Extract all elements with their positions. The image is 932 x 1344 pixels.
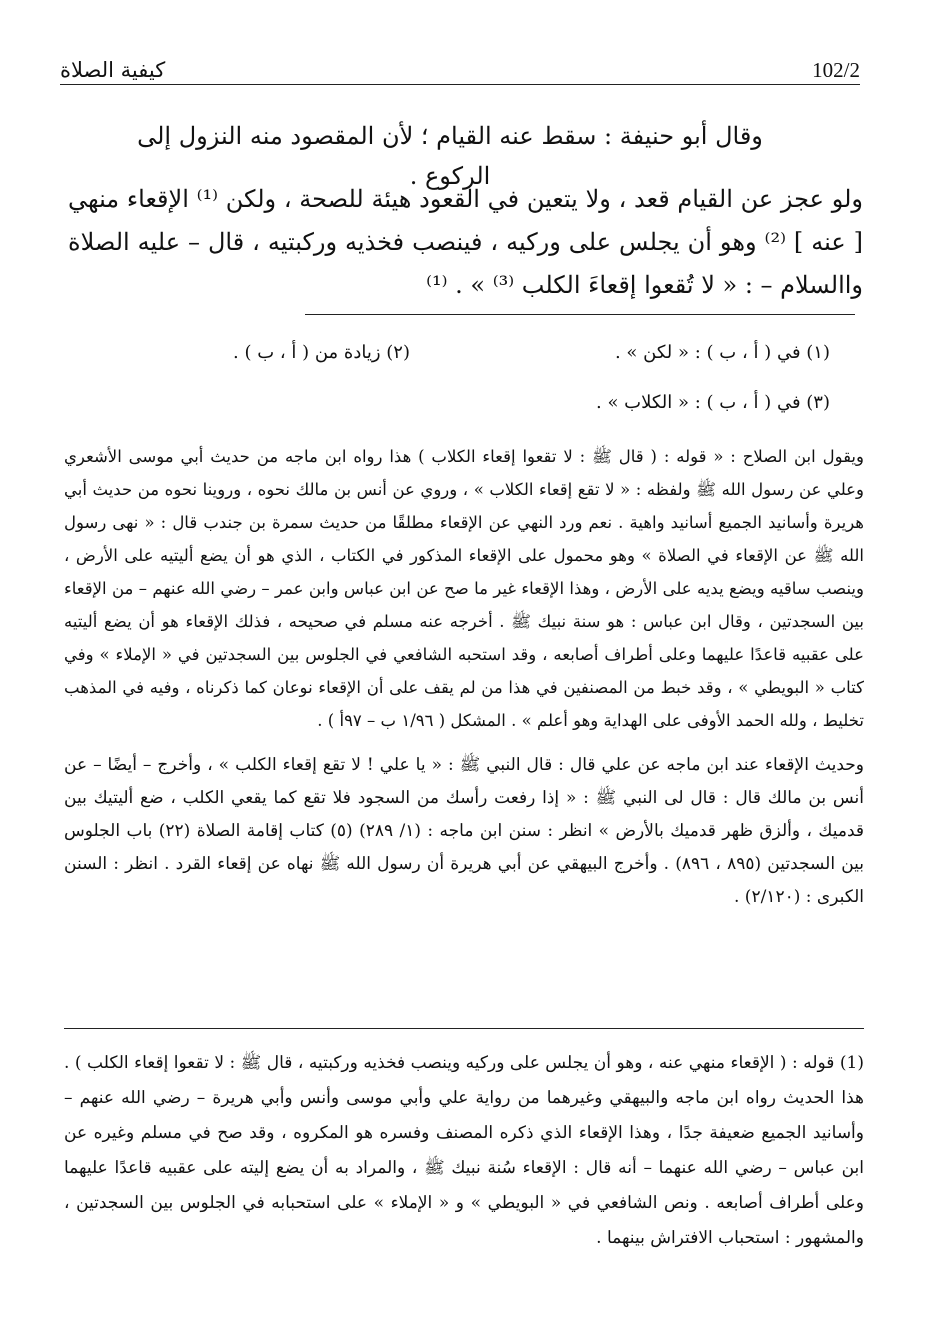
footnote-text: (1) قوله : ( الإقعاء منهي عنه ، وهو أن يجلس على وركيه وينصب فخذيه وركبتيه ، قال ﷺ : لا تقعوا إقعاء الكلب ) . هذا الحديث رواه ابن ماجه والبيهقي وغيرهما من رواية علي وأبي موسى وأنس وأبي هريرة – رضي الله عنهم – وأسانيد الجميع ضعيفة جدًا ، وهذا الإقعاء الذي ذكره المصنف وفسره هو المكروه ، وقد صح في مسلم وغيره عن ابن عباس – رضي الله عنهما – أنه قال : الإقعاء سُنة نبيك ﷺ ، والمراد به أن يضع إليته على عقبيه قاعدًا عليهما وعلى أطراف أصابعه . ونص الشافعي في « البويطي » و « الإملاء » على استحبابه في الجلوس بين السجدتين ، والمشهور : استحباب الافتراش بينهما .	[64, 1053, 864, 1248]
page-number: 102/2	[812, 58, 860, 82]
commentary-paragraph-1: ويقول ابن الصلاح : « قوله : ( قال ﷺ : لا تقعوا إقعاء الكلاب ) هذا رواه ابن ماجه من حديث أبي موسى الأشعري وعلي عن رسول الله ﷺ ولفظه : « لا تقع إقعاء الكلاب » ، وروي عن أنس بن مالك نحوه ، وروينا نحوه من حديث أبي هريرة وأسانيد الجميع أسانيد واهية . نعم ورد النهي عن الإقعاء مطلقًا من حديث سمرة بن جندب قال : « نهى رسول الله ﷺ عن الإقعاء في الصلاة » وهو محمول على الإقعاء المذكور في الكتاب ، الذي هو أن يضع أليتيه على الأرض ، وينصب ساقيه ويضع يديه على الأرض ، وهذا الإقعاء غير ما صح عن ابن عباس وابن عمر – رضي الله عنهم – من الإقعاء بين السجدتين ، وقال ابن عباس : هو سنة نبيك ﷺ . أخرجه عنه مسلم في صحيحه ، فذلك الإقعاء هو أن يضع أليتيه على عقبيه قاعدًا عليهما وعلى أطراف أصابعه ، وقد استحبه الشافعي في الجلوس بين السجدتين في « الإملاء » وفي كتاب « البويطي » ، وقد خبط من المصنفين في هذا من لم يقف على أن الإقعاء نوعان كما ذكرناه ، وفيه في المذهب تخليط ، ولله الحمد الأوفى على الهداية وهو أعلم » . المشكل ( ١/٩٦ ب – ٩٧أ ) .	[64, 447, 864, 730]
main-text-paragraph-2: ولو عجز عن القيام قعد ، ولا يتعين في القعود هيئة للصحة ، ولكن ⁽¹⁾ الإقعاء منهي [ عنه ] ⁽²⁾ وهو أن يجلس على وركيه ، فينصب فخذيه وركبتيه ، قال – عليه الصلاة واالسلام – : « لا تُقعوا إقعاءَ الكلب ⁽³⁾ » . ⁽¹⁾	[68, 185, 864, 299]
variant-note-2: (٢) زيادة من ( أ ، ب ) .	[233, 342, 410, 363]
variant-note-1: (١) في ( أ ، ب ) : « لكن » .	[614, 342, 830, 363]
textual-variants	[130, 340, 830, 430]
main-text-paragraph-1: وقال أبو حنيفة : سقط عنه القيام ؛ لأن المقصود منه النزول إلى الركوع .	[137, 122, 763, 190]
main-text-rule	[305, 314, 855, 315]
footnote-rule	[64, 1028, 864, 1029]
running-title: كيفية الصلاة	[60, 58, 166, 82]
commentary	[64, 440, 864, 914]
footnote	[64, 1046, 864, 1256]
variant-note-3: (٣) في ( أ ، ب ) : « الكلاب » .	[596, 392, 830, 413]
header-rule	[60, 84, 860, 85]
commentary-paragraph-2: وحديث الإقعاء عند ابن ماجه عن علي قال : قال النبي ﷺ : « يا علي ! لا تقع إقعاء الكلب » ، وأخرج – أيضًا – عن أنس بن مالك قال : قال لى النبي ﷺ : « إذا رفعت رأسك من السجود فلا تقع كما يقعي الكلب ، ضع أليتيك بين قدميك ، وألزق ظهر قدميك بالأرض » انظر : سنن ابن ماجه : (١/ ٢٨٩) (٥) كتاب إقامة الصلاة (٢٢) باب الجلوس بين السجدتين (٨٩٥ ، ٨٩٦) . وأخرج البيهقي عن أبي هريرة أن رسول الله ﷺ نهاه عن إقعاء القرد . انظر : السنن الكبرى : (٢/١٢٠) .	[64, 755, 864, 907]
page-header	[60, 58, 860, 86]
